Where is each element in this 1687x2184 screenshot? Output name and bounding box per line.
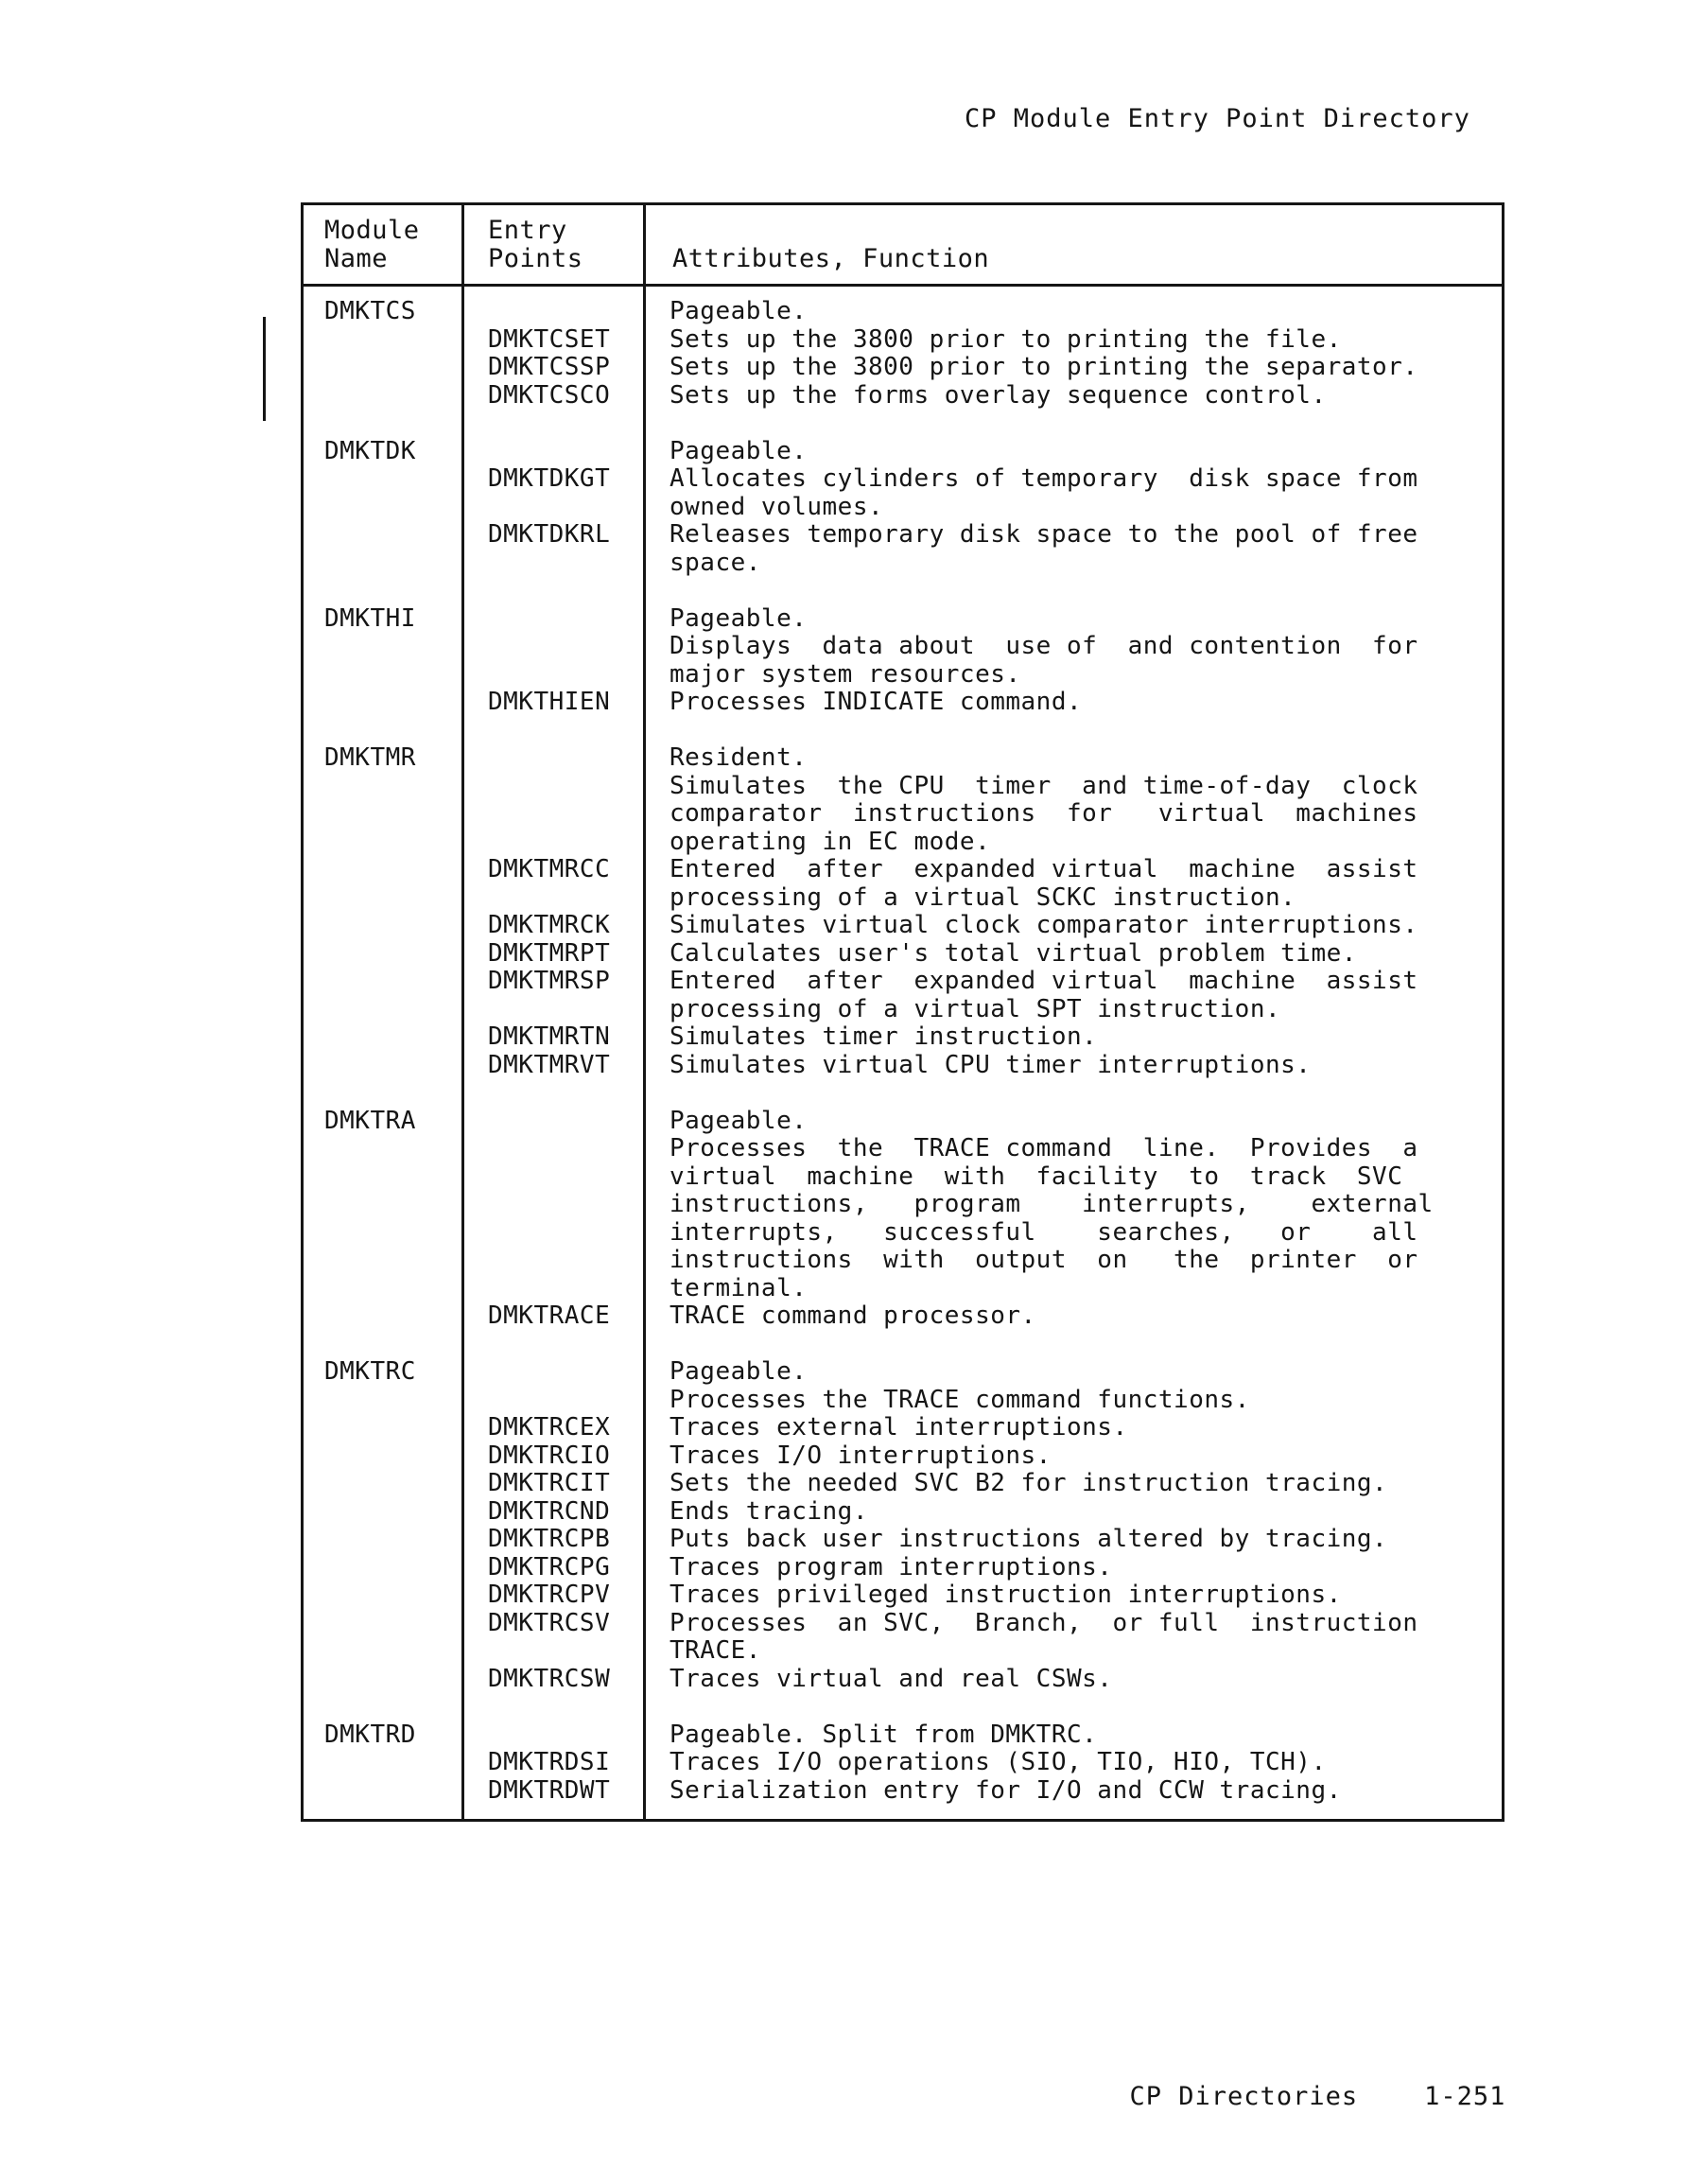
module-name-cell <box>304 829 461 857</box>
function-cell: major system resources. <box>670 660 1021 689</box>
module-name-cell <box>304 1163 461 1192</box>
entry-point-cell: DMKTMRTN <box>488 1022 611 1051</box>
entry-point-cell: DMKTDKRL <box>488 520 611 549</box>
module-name-cell <box>304 1275 461 1303</box>
entry-point-cell <box>461 494 643 522</box>
entry-point-cell: DMKTRACE <box>488 1302 611 1330</box>
module-name-cell <box>304 382 461 411</box>
module-name-cell <box>304 689 461 717</box>
table-row <box>304 689 1502 717</box>
table-row <box>304 1331 1502 1359</box>
function-cell: Traces I/O operations (SIO, TIO, HIO, TCH). <box>670 1749 1327 1776</box>
function-cell: Pageable. <box>670 604 808 633</box>
entry-point-cell <box>461 438 643 466</box>
table-row <box>304 1247 1502 1275</box>
table-row <box>304 829 1502 857</box>
function-cell: Sets up the 3800 prior to printing the file. <box>670 325 1342 354</box>
module-name-cell <box>304 996 461 1024</box>
table-row <box>304 717 1502 745</box>
function-cell: Displays data about use of and contention for <box>670 633 1418 660</box>
entry-point-cell <box>461 1191 643 1219</box>
table-row <box>304 1108 1502 1136</box>
module-name-cell <box>304 1079 461 1108</box>
entry-point-cell <box>461 800 643 829</box>
module-name-cell <box>304 1191 461 1219</box>
module-name-cell <box>304 1414 461 1442</box>
module-name-cell <box>304 550 461 578</box>
function-cell: operating in EC mode. <box>670 828 991 856</box>
function-cell: Simulates the CPU timer and time-of-day clock <box>670 772 1418 800</box>
module-name-cell: DMKTRD <box>324 1720 416 1749</box>
function-cell: Processes the TRACE command line. Provides a <box>670 1135 1418 1162</box>
entry-point-cell <box>461 1079 643 1108</box>
function-cell: Sets the needed SVC B2 for instruction tracing. <box>670 1470 1388 1497</box>
table-row <box>304 298 1502 326</box>
function-cell: owned volumes. <box>670 493 884 521</box>
page-header: CP Module Entry Point Directory <box>965 104 1470 133</box>
module-name-cell <box>304 968 461 996</box>
header-divider <box>304 284 1502 287</box>
entry-point-cell: DMKTRCIT <box>488 1469 611 1497</box>
entry-point-cell: DMKTRDWT <box>488 1775 611 1805</box>
function-cell: Pageable. <box>670 437 808 465</box>
module-name-cell: DMKTRC <box>324 1357 416 1386</box>
function-cell <box>643 1331 1494 1359</box>
entry-point-cell <box>461 1331 643 1359</box>
table-row <box>304 856 1502 884</box>
table-row <box>304 661 1502 690</box>
function-cell: Processes an SVC, Branch, or full instruction <box>670 1609 1418 1637</box>
entry-point-cell <box>461 605 643 634</box>
entry-point-cell <box>461 1637 643 1666</box>
entry-point-cell <box>461 577 643 605</box>
function-cell: comparator instructions for virtual machines <box>670 800 1418 828</box>
table-row <box>304 354 1502 382</box>
function-cell: instructions with output on the printer or <box>670 1247 1418 1274</box>
table-row <box>304 1414 1502 1442</box>
entry-point-cell: DMKTRCIO <box>488 1441 611 1470</box>
function-cell: space. <box>670 549 761 577</box>
module-name-cell <box>304 326 461 355</box>
table-row <box>304 1721 1502 1750</box>
table-row <box>304 1358 1502 1387</box>
entry-point-cell <box>461 1219 643 1248</box>
table-row <box>304 465 1502 494</box>
table-row <box>304 1777 1502 1806</box>
function-cell: Traces virtual and real CSWs. <box>670 1665 1113 1693</box>
header-module-name: Module Name <box>324 216 420 273</box>
entry-point-cell <box>461 1275 643 1303</box>
module-name-cell <box>304 940 461 969</box>
module-name-cell <box>304 661 461 690</box>
function-cell: interrupts, successful searches, or all <box>670 1218 1418 1247</box>
function-cell <box>643 1693 1494 1721</box>
entry-point-cell: DMKTDKGT <box>488 464 611 493</box>
function-cell: Traces program interruptions. <box>670 1553 1113 1581</box>
function-cell: Traces privileged instruction interruptions. <box>670 1581 1342 1609</box>
function-cell <box>643 1079 1494 1108</box>
table-row <box>304 912 1502 940</box>
function-cell: Pageable. Split from DMKTRC. <box>670 1721 1098 1749</box>
module-name-cell <box>304 521 461 550</box>
revision-bar <box>263 317 266 421</box>
table-row <box>304 1442 1502 1471</box>
table-row <box>304 1191 1502 1219</box>
function-cell: Entered after expanded virtual machine assist <box>670 968 1418 995</box>
function-cell: TRACE. <box>670 1637 761 1665</box>
table-row <box>304 1023 1502 1052</box>
table-row <box>304 382 1502 411</box>
function-cell: Sets up the forms overlay sequence control. <box>670 381 1327 410</box>
entry-point-cell: DMKTMRCK <box>488 911 611 939</box>
module-name-cell <box>304 1637 461 1666</box>
entry-point-cell: DMKTRCPG <box>488 1552 611 1581</box>
module-name-cell <box>304 1581 461 1610</box>
module-name-cell <box>304 1052 461 1080</box>
module-name-cell <box>304 1693 461 1721</box>
page-number: 1-251 <box>1424 2082 1506 2111</box>
header-entry-points: Entry Points <box>488 216 583 273</box>
table-row <box>304 1387 1502 1415</box>
function-cell: Simulates virtual CPU timer interruptions. <box>670 1051 1312 1079</box>
function-cell: Releases temporary disk space to the pool of free <box>670 521 1418 549</box>
function-cell: processing of a virtual SPT instruction. <box>670 995 1281 1023</box>
entry-point-cell: DMKTMRPT <box>488 938 611 968</box>
table-row <box>304 1610 1502 1638</box>
module-name-cell: DMKTRA <box>324 1106 416 1135</box>
function-cell: instructions, program interrupts, external <box>670 1191 1434 1218</box>
module-name-cell <box>304 912 461 940</box>
function-cell: Entered after expanded virtual machine assist <box>670 856 1418 883</box>
module-name-cell <box>304 1749 461 1777</box>
function-cell: Traces I/O interruptions. <box>670 1441 1052 1470</box>
entry-point-cell <box>461 773 643 801</box>
entry-point-cell: DMKTRCPB <box>488 1525 611 1553</box>
table-row <box>304 410 1502 438</box>
function-cell: Allocates cylinders of temporary disk space from <box>670 465 1418 493</box>
entry-point-cell: DMKTRCPV <box>488 1581 611 1609</box>
entry-point-cell <box>461 744 643 773</box>
module-name-cell <box>304 577 461 605</box>
function-cell: terminal. <box>670 1274 808 1302</box>
table-row <box>304 1526 1502 1554</box>
module-name-cell: DMKTCS <box>324 297 416 325</box>
entry-point-cell: DMKTCSSP <box>488 353 611 381</box>
function-cell <box>643 577 1494 605</box>
function-cell: processing of a virtual SCKC instruction. <box>670 883 1296 912</box>
module-name-cell <box>304 773 461 801</box>
module-name-cell <box>304 1442 461 1471</box>
entry-point-cell: DMKTRDSI <box>488 1748 611 1776</box>
table-row <box>304 1275 1502 1303</box>
table-row <box>304 326 1502 355</box>
entry-point-cell <box>461 1358 643 1387</box>
page-footer <box>1097 2053 1505 2111</box>
module-name-cell <box>304 354 461 382</box>
table-row <box>304 800 1502 829</box>
entry-point-cell: DMKTRCND <box>488 1496 611 1526</box>
entry-point-cell <box>461 829 643 857</box>
function-cell: Ends tracing. <box>670 1497 868 1526</box>
table-row <box>304 1581 1502 1610</box>
function-cell: Simulates virtual clock comparator interruptions. <box>670 912 1418 939</box>
module-name-cell <box>304 1135 461 1163</box>
entry-point-cell <box>461 298 643 326</box>
module-name-cell <box>304 1023 461 1052</box>
table-row <box>304 1135 1502 1163</box>
entry-point-cell <box>461 1135 643 1163</box>
table-row <box>304 1554 1502 1582</box>
function-cell: Processes the TRACE command functions. <box>670 1386 1250 1414</box>
module-name-cell <box>304 633 461 661</box>
module-name-cell <box>304 1302 461 1331</box>
table-row <box>304 1163 1502 1192</box>
module-name-cell <box>304 800 461 829</box>
entry-point-cell <box>461 410 643 438</box>
entry-point-cell: DMKTCSET <box>488 324 611 354</box>
entry-point-table <box>301 202 1504 1822</box>
table-row <box>304 1079 1502 1108</box>
entry-point-cell <box>461 717 643 745</box>
entry-point-cell <box>461 1163 643 1192</box>
table-row <box>304 1666 1502 1694</box>
function-cell: Resident. <box>670 744 808 772</box>
module-name-cell <box>304 1666 461 1694</box>
module-name-cell <box>304 1470 461 1498</box>
module-name-cell <box>304 856 461 884</box>
function-cell: Puts back user instructions altered by tracing. <box>670 1526 1388 1553</box>
function-cell <box>643 410 1494 438</box>
entry-point-cell: DMKTHIEN <box>488 688 611 716</box>
function-cell: Serialization entry for I/O and CCW tracing. <box>670 1776 1342 1805</box>
table-row <box>304 884 1502 913</box>
module-name-cell <box>304 494 461 522</box>
entry-point-cell <box>461 884 643 913</box>
entry-point-cell: DMKTRCEX <box>488 1413 611 1441</box>
table-row <box>304 773 1502 801</box>
entry-point-cell <box>461 1721 643 1750</box>
module-name-cell <box>304 410 461 438</box>
table-row <box>304 577 1502 605</box>
module-name-cell: DMKTMR <box>324 743 416 772</box>
table-row <box>304 605 1502 634</box>
entry-point-cell: DMKTRCSV <box>488 1608 611 1637</box>
entry-point-cell: DMKTMRCC <box>488 855 611 883</box>
module-name-cell <box>304 1498 461 1527</box>
module-name-cell <box>304 1526 461 1554</box>
function-cell: virtual machine with facility to track SVC <box>670 1162 1403 1191</box>
table-row <box>304 1052 1502 1080</box>
module-name-cell <box>304 465 461 494</box>
function-cell: TRACE command processor. <box>670 1302 1036 1330</box>
module-name-cell <box>304 1331 461 1359</box>
table-row <box>304 996 1502 1024</box>
module-name-cell <box>304 884 461 913</box>
entry-point-cell <box>461 996 643 1024</box>
header-attributes-function: Attributes, Function <box>672 244 990 273</box>
table-row <box>304 940 1502 969</box>
module-name-cell: DMKTHI <box>324 603 416 633</box>
entry-point-cell: DMKTRCSW <box>488 1664 611 1693</box>
table-row <box>304 968 1502 996</box>
module-name-cell <box>304 717 461 745</box>
table-row <box>304 1470 1502 1498</box>
function-cell: Pageable. <box>670 1107 808 1135</box>
table-row <box>304 744 1502 773</box>
module-name-cell <box>304 1554 461 1582</box>
module-name-cell <box>304 1219 461 1248</box>
module-name-cell <box>304 1247 461 1275</box>
table-body <box>304 298 1502 1805</box>
table-row <box>304 1498 1502 1527</box>
entry-point-cell <box>461 1387 643 1415</box>
table-row <box>304 633 1502 661</box>
table-row <box>304 438 1502 466</box>
table-row <box>304 550 1502 578</box>
function-cell: Sets up the 3800 prior to printing the separator. <box>670 354 1418 381</box>
entry-point-cell: DMKTCSCO <box>488 380 611 410</box>
table-row <box>304 1219 1502 1248</box>
function-cell: Processes INDICATE command. <box>670 689 1083 716</box>
entry-point-cell <box>461 633 643 661</box>
table-row <box>304 1693 1502 1721</box>
function-cell: Calculates user's total virtual problem time. <box>670 939 1357 968</box>
table-row <box>304 494 1502 522</box>
table-row <box>304 1302 1502 1331</box>
function-cell: Simulates timer instruction. <box>670 1023 1098 1051</box>
module-name-cell: DMKTDK <box>324 436 416 465</box>
entry-point-cell: DMKTMRVT <box>488 1050 611 1079</box>
entry-point-cell <box>461 661 643 690</box>
entry-point-cell: DMKTMRSP <box>488 967 611 995</box>
entry-point-cell <box>461 1247 643 1275</box>
entry-point-cell <box>461 550 643 578</box>
footer-title: CP Directories <box>1129 2082 1359 2111</box>
table-row <box>304 1749 1502 1777</box>
module-name-cell <box>304 1387 461 1415</box>
table-row <box>304 1637 1502 1666</box>
entry-point-cell <box>461 1693 643 1721</box>
function-cell: Pageable. <box>670 298 808 325</box>
function-cell <box>643 717 1494 745</box>
entry-point-cell <box>461 1108 643 1136</box>
function-cell: Pageable. <box>670 1358 808 1386</box>
function-cell: Traces external interruptions. <box>670 1414 1128 1441</box>
module-name-cell <box>304 1777 461 1806</box>
table-row <box>304 521 1502 550</box>
module-name-cell <box>304 1610 461 1638</box>
